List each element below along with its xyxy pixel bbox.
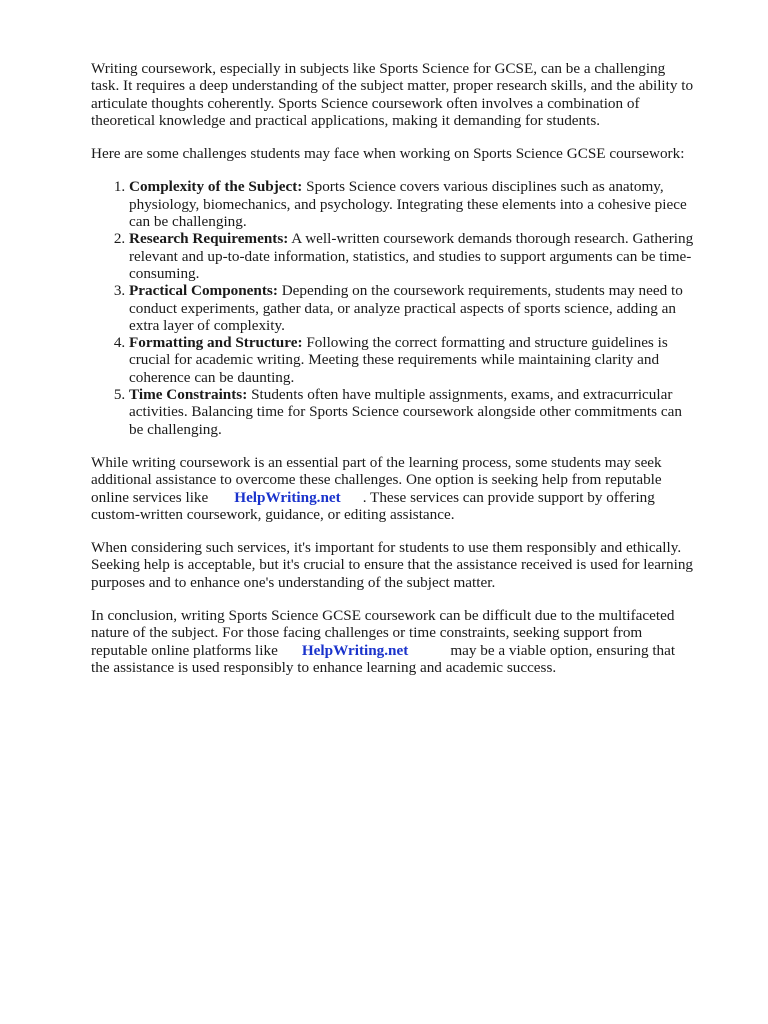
list-item-text: A well-written coursework demands thorough research. Gathering relevant and up-to-date information, statistics, and studies to support arguments can be time-consuming. — [129, 230, 694, 282]
assistance-paragraph — [91, 454, 696, 523]
assistance-text-after: . These services can provide support by offering custom-written coursework, guidance, or editing assistance. — [91, 488, 655, 523]
intro-paragraph: Writing coursework, especially in subjects like Sports Science for GCSE, can be a challenging task. It requires a deep understanding of the subject matter, proper research skills, and the ability to articulate thoughts coherently. Sports Science coursework often involves a combination of theoretical knowledge and practical applications, making it demanding for students. — [91, 60, 694, 129]
assistance-text-before: While writing coursework is an essential part of the learning process, some students may seek additional assistance to overcome these challenges. One option is seeking help from reputable online services like — [91, 453, 662, 506]
list-item-text: Sports Science covers various disciplines such as anatomy, physiology, biomechanics, and psychology. Integrating these elements into a cohesive piece can be challenging. — [129, 178, 687, 231]
list-item — [129, 386, 696, 438]
conclusion-text-before: In conclusion, writing Sports Science GCSE coursework can be difficult due to the multifaceted nature of the subject. For those facing challenges or time constraints, seeking support from reputable online platforms like — [91, 607, 675, 659]
challenges-lead: Here are some challenges students may face when working on Sports Science GCSE coursework: — [91, 145, 685, 163]
list-item — [129, 334, 696, 386]
list-item-title: Practical Components: — [129, 282, 278, 300]
challenges-list — [91, 178, 696, 437]
list-item-title: Complexity of the Subject: — [129, 178, 303, 196]
list-item-text: Students often have multiple assignments, exams, and extracurricular activities. Balancing time for Sports Science coursework alongside other commitments can be challenging. — [129, 386, 682, 438]
list-item-title: Research Requirements: — [129, 230, 289, 248]
list-item — [129, 230, 696, 282]
list-item-text: Depending on the coursework requirements, students may need to conduct experiments, gather data, or analyze practical aspects of sports science, adding an extra layer of complexity. — [129, 282, 683, 334]
list-item — [129, 178, 696, 230]
ethics-paragraph: When considering such services, it's important for students to use them responsibly and ethically. Seeking help is acceptable, but it's crucial to ensure that the assistance received is used for learning purposes and to enhance one's understanding of the subject matter. — [91, 539, 694, 591]
helpwriting-link[interactable]: HelpWriting.net — [234, 488, 341, 506]
conclusion-text-after: may be a viable option, ensuring that the assistance is used responsibly to enhance learning and academic success. — [91, 641, 676, 676]
list-item-text: Following the correct formatting and structure guidelines is crucial for academic writing. Meeting these requirements while maintaining clarity and coherence can be daunting. — [129, 334, 668, 386]
helpwriting-link[interactable]: HelpWriting.net — [301, 641, 409, 659]
list-item-title: Formatting and Structure: — [129, 334, 303, 352]
conclusion-paragraph — [91, 607, 696, 676]
list-item-title: Time Constraints: — [129, 386, 248, 404]
list-item — [129, 282, 696, 334]
